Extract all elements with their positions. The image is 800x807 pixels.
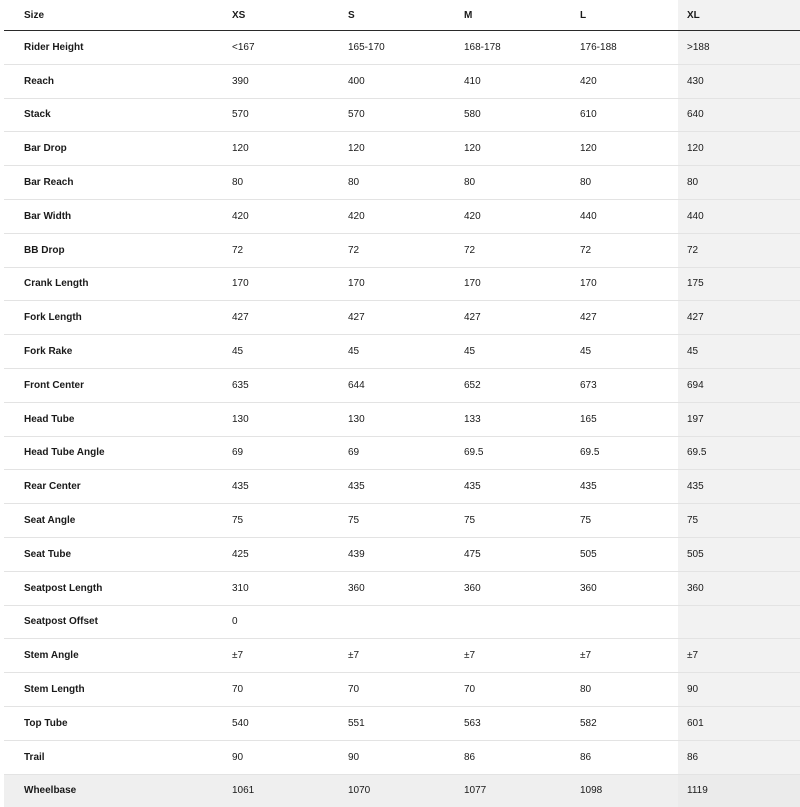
- cell-m: 1077: [444, 774, 560, 807]
- cell-l: ±7: [560, 639, 678, 673]
- cell-s: 80: [328, 166, 444, 200]
- row-label: Seatpost Length: [4, 571, 212, 605]
- cell-l: 440: [560, 199, 678, 233]
- row-label: Rear Center: [4, 470, 212, 504]
- cell-l: 120: [560, 132, 678, 166]
- cell-m: 133: [444, 402, 560, 436]
- header-row: [4, 0, 800, 31]
- cell-l: 1098: [560, 774, 678, 807]
- table-row: [4, 537, 800, 571]
- table-row: [4, 402, 800, 436]
- column-header-m: M: [444, 0, 560, 31]
- cell-xs: 170: [212, 267, 328, 301]
- cell-xs: 635: [212, 368, 328, 402]
- table-row: [4, 504, 800, 538]
- cell-l: 165: [560, 402, 678, 436]
- table-row: [4, 605, 800, 639]
- cell-m: 410: [444, 64, 560, 98]
- cell-m: 420: [444, 199, 560, 233]
- cell-m: 45: [444, 335, 560, 369]
- row-label: Fork Rake: [4, 335, 212, 369]
- table-row: [4, 132, 800, 166]
- cell-m: 72: [444, 233, 560, 267]
- cell-m: ±7: [444, 639, 560, 673]
- table-row: [4, 335, 800, 369]
- table-row: [4, 740, 800, 774]
- cell-l: 360: [560, 571, 678, 605]
- cell-l: 80: [560, 166, 678, 200]
- cell-xs: 570: [212, 98, 328, 132]
- table-row: [4, 368, 800, 402]
- cell-xl: 197: [678, 402, 800, 436]
- cell-s: 644: [328, 368, 444, 402]
- row-label: Reach: [4, 64, 212, 98]
- table-row: [4, 470, 800, 504]
- row-label: Head Tube: [4, 402, 212, 436]
- cell-xl: >188: [678, 31, 800, 65]
- table-row: [4, 199, 800, 233]
- row-label: Stem Angle: [4, 639, 212, 673]
- cell-xl: 75: [678, 504, 800, 538]
- cell-m: 86: [444, 740, 560, 774]
- cell-xl: 601: [678, 706, 800, 740]
- cell-m: 435: [444, 470, 560, 504]
- cell-xl: [678, 605, 800, 639]
- row-label: Bar Width: [4, 199, 212, 233]
- cell-s: 165-170: [328, 31, 444, 65]
- cell-l: 673: [560, 368, 678, 402]
- geometry-table: [4, 0, 800, 807]
- table-row: [4, 673, 800, 707]
- cell-s: 72: [328, 233, 444, 267]
- column-header-xs: XS: [212, 0, 328, 31]
- table-row: [4, 571, 800, 605]
- cell-m: 80: [444, 166, 560, 200]
- cell-m: 580: [444, 98, 560, 132]
- row-label: Head Tube Angle: [4, 436, 212, 470]
- row-label: Rider Height: [4, 31, 212, 65]
- column-header-s: S: [328, 0, 444, 31]
- table-row: [4, 31, 800, 65]
- cell-xs: 425: [212, 537, 328, 571]
- cell-xl: 435: [678, 470, 800, 504]
- cell-xl: 1119: [678, 774, 800, 807]
- row-label: Wheelbase: [4, 774, 212, 807]
- table-row: [4, 639, 800, 673]
- cell-m: 563: [444, 706, 560, 740]
- row-label: Stem Length: [4, 673, 212, 707]
- cell-xl: 505: [678, 537, 800, 571]
- cell-xs: 540: [212, 706, 328, 740]
- cell-s: 170: [328, 267, 444, 301]
- cell-s: 439: [328, 537, 444, 571]
- cell-s: 45: [328, 335, 444, 369]
- row-label: Fork Length: [4, 301, 212, 335]
- table-row: [4, 233, 800, 267]
- cell-xs: 75: [212, 504, 328, 538]
- row-label: Seatpost Offset: [4, 605, 212, 639]
- cell-s: 69: [328, 436, 444, 470]
- cell-m: 427: [444, 301, 560, 335]
- cell-xl: 86: [678, 740, 800, 774]
- cell-l: 427: [560, 301, 678, 335]
- cell-xl: 440: [678, 199, 800, 233]
- cell-xl: 694: [678, 368, 800, 402]
- cell-xl: 120: [678, 132, 800, 166]
- cell-m: 170: [444, 267, 560, 301]
- cell-xl: 360: [678, 571, 800, 605]
- row-label: Crank Length: [4, 267, 212, 301]
- cell-xl: 80: [678, 166, 800, 200]
- table-row: [4, 436, 800, 470]
- cell-s: ±7: [328, 639, 444, 673]
- cell-xs: 435: [212, 470, 328, 504]
- cell-xl: 640: [678, 98, 800, 132]
- table-row: [4, 301, 800, 335]
- cell-l: [560, 605, 678, 639]
- cell-xl: 427: [678, 301, 800, 335]
- row-label: Seat Angle: [4, 504, 212, 538]
- table-row: [4, 706, 800, 740]
- table-row: [4, 267, 800, 301]
- table-header: [4, 0, 800, 31]
- cell-xl: 45: [678, 335, 800, 369]
- cell-l: 610: [560, 98, 678, 132]
- cell-s: 400: [328, 64, 444, 98]
- cell-xs: 420: [212, 199, 328, 233]
- cell-xs: 427: [212, 301, 328, 335]
- cell-s: 75: [328, 504, 444, 538]
- column-header-xl: XL: [678, 0, 800, 31]
- cell-xs: 0: [212, 605, 328, 639]
- cell-l: 45: [560, 335, 678, 369]
- cell-l: 176-188: [560, 31, 678, 65]
- cell-s: 120: [328, 132, 444, 166]
- table-row: [4, 166, 800, 200]
- cell-xl: 69.5: [678, 436, 800, 470]
- column-header-l: L: [560, 0, 678, 31]
- cell-m: 168-178: [444, 31, 560, 65]
- cell-l: 72: [560, 233, 678, 267]
- cell-s: 130: [328, 402, 444, 436]
- cell-l: 69.5: [560, 436, 678, 470]
- cell-xs: <167: [212, 31, 328, 65]
- cell-m: 69.5: [444, 436, 560, 470]
- cell-xs: 72: [212, 233, 328, 267]
- table-row: [4, 98, 800, 132]
- cell-xs: 90: [212, 740, 328, 774]
- cell-s: 420: [328, 199, 444, 233]
- cell-s: 435: [328, 470, 444, 504]
- row-label: Seat Tube: [4, 537, 212, 571]
- cell-m: 360: [444, 571, 560, 605]
- cell-l: 75: [560, 504, 678, 538]
- cell-xs: 45: [212, 335, 328, 369]
- cell-s: 360: [328, 571, 444, 605]
- cell-xs: ±7: [212, 639, 328, 673]
- cell-m: 75: [444, 504, 560, 538]
- row-label: BB Drop: [4, 233, 212, 267]
- table-row: [4, 64, 800, 98]
- cell-l: 582: [560, 706, 678, 740]
- cell-m: 475: [444, 537, 560, 571]
- row-label: Bar Drop: [4, 132, 212, 166]
- cell-l: 505: [560, 537, 678, 571]
- cell-xl: 430: [678, 64, 800, 98]
- cell-l: 435: [560, 470, 678, 504]
- table-body: [4, 31, 800, 807]
- cell-xl: ±7: [678, 639, 800, 673]
- cell-xl: 72: [678, 233, 800, 267]
- row-label: Front Center: [4, 368, 212, 402]
- cell-xl: 175: [678, 267, 800, 301]
- cell-xs: 390: [212, 64, 328, 98]
- cell-xs: 1061: [212, 774, 328, 807]
- cell-xs: 310: [212, 571, 328, 605]
- row-label: Stack: [4, 98, 212, 132]
- cell-xs: 69: [212, 436, 328, 470]
- cell-xs: 80: [212, 166, 328, 200]
- cell-l: 86: [560, 740, 678, 774]
- cell-s: 70: [328, 673, 444, 707]
- cell-xs: 120: [212, 132, 328, 166]
- column-header-size: Size: [4, 0, 212, 31]
- cell-xs: 130: [212, 402, 328, 436]
- cell-s: 90: [328, 740, 444, 774]
- cell-m: 652: [444, 368, 560, 402]
- cell-s: 1070: [328, 774, 444, 807]
- cell-l: 170: [560, 267, 678, 301]
- cell-m: 70: [444, 673, 560, 707]
- cell-m: [444, 605, 560, 639]
- table-row: [4, 774, 800, 807]
- cell-xs: 70: [212, 673, 328, 707]
- cell-xl: 90: [678, 673, 800, 707]
- row-label: Top Tube: [4, 706, 212, 740]
- row-label: Bar Reach: [4, 166, 212, 200]
- cell-s: 427: [328, 301, 444, 335]
- row-label: Trail: [4, 740, 212, 774]
- cell-s: [328, 605, 444, 639]
- cell-s: 570: [328, 98, 444, 132]
- cell-m: 120: [444, 132, 560, 166]
- cell-l: 420: [560, 64, 678, 98]
- cell-l: 80: [560, 673, 678, 707]
- cell-s: 551: [328, 706, 444, 740]
